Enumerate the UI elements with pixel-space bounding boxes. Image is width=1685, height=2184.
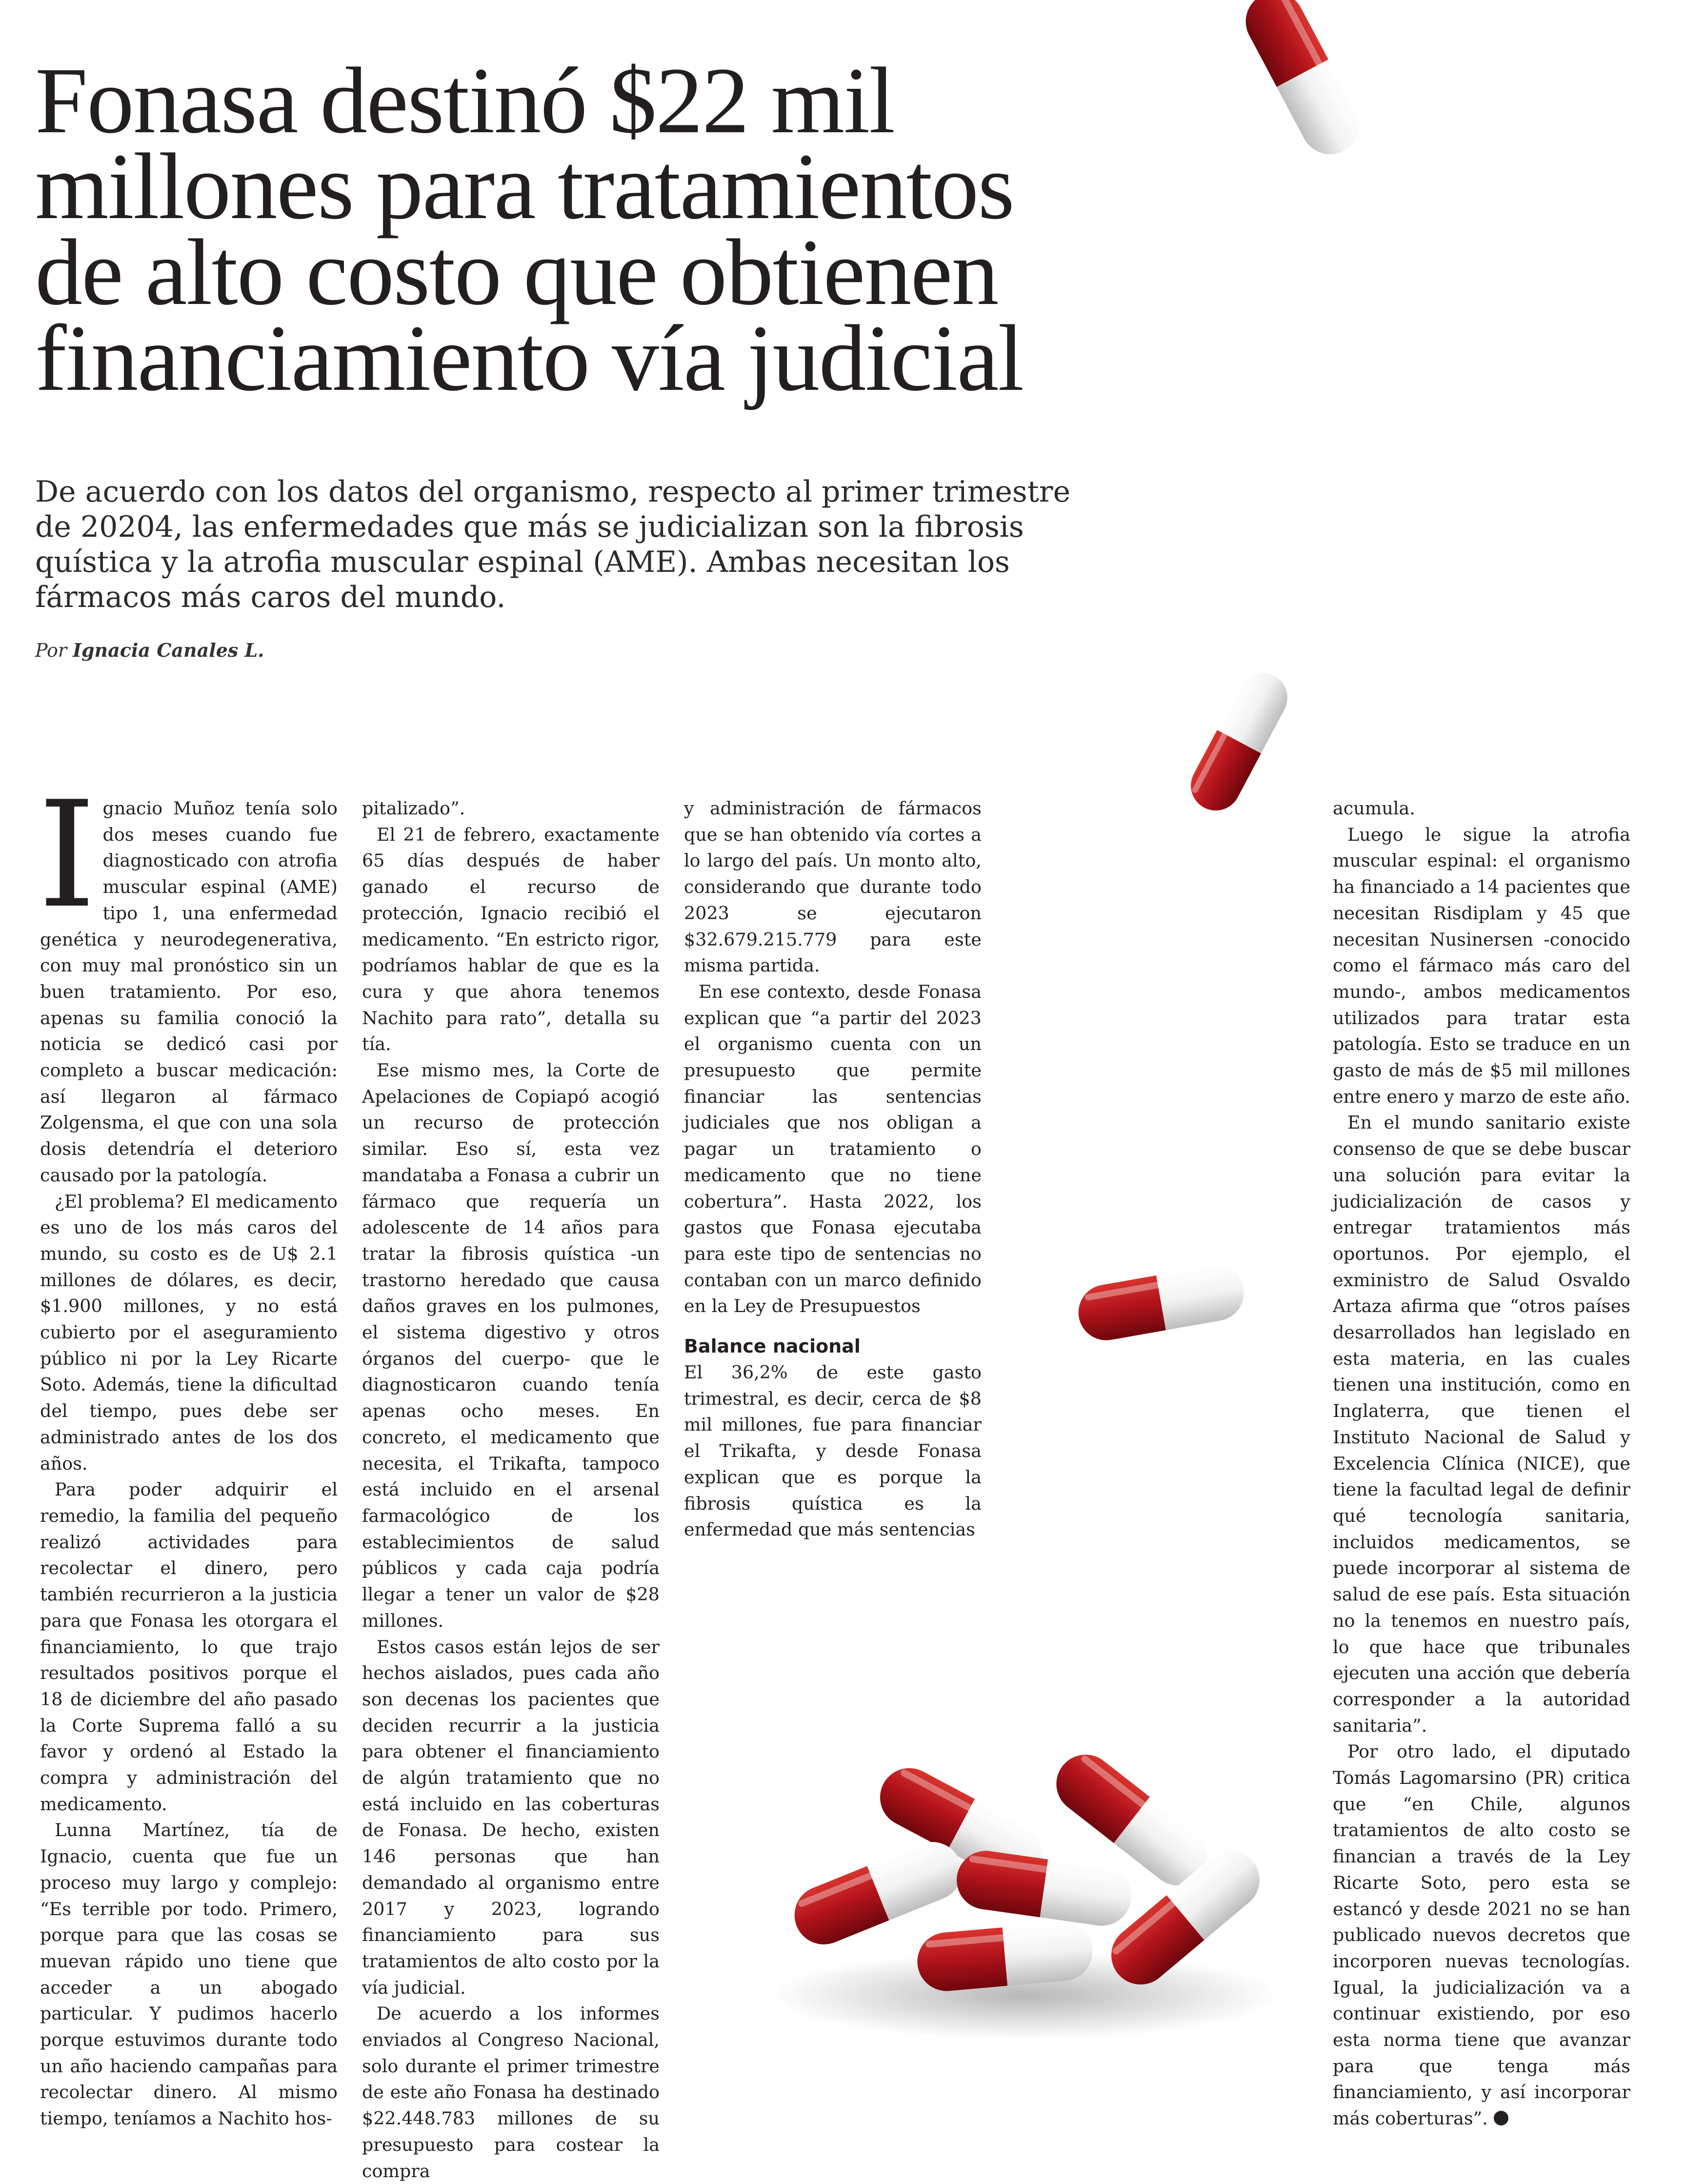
paragraph: El 21 de febrero, exactamente 65 días después de haber ganado el recurso de protección, Ignacio recibió el medicamento. “En estricto rigor, podríamos hablar de que es la cura y que ahora tenemos Nachito para rato”, detalla su tía. (362, 824, 660, 1055)
paragraph: El 36,2% de este gasto trimestral, es decir, cerca de $8 mil millones, fue para financiar el Trikafta, y desde Fonasa explican que es porque la fibrosis quística es la enfermedad que más sentencias (684, 1362, 982, 1540)
headline-line-3: de alto costo que obtienen (35, 220, 998, 324)
body-column-2 (362, 795, 660, 2184)
paragraph: pitalizado”. (362, 798, 465, 819)
paragraph: Luego le sigue la atrofia muscular espinal: el organismo ha financiado a 14 pacientes que necesitan Risdiplam y 45 que necesitan Nusinersen -conocido como el fármaco más caro del mundo-, ambos medicamentos utilizados para tratar esta patología. Esto se traduce en un gasto de más de $5 mil millones entre enero y marzo de este año. (1333, 824, 1630, 1107)
headline-line-2: millones para tratamientos (35, 134, 1014, 239)
byline (35, 639, 264, 661)
body-column-1 (38, 770, 338, 2132)
paragraph: y administración de fármacos que se han obtenido vía cortes a lo largo del país. Un monto alto, considerando que durante todo 2023 se ejecutaron $32.679.215.779 para este misma partida. (684, 798, 982, 976)
capsule-lying-right (1059, 1239, 1264, 1366)
drop-cap: I (38, 770, 96, 940)
end-mark-icon (1494, 2111, 1508, 2125)
byline-prefix: Por (35, 640, 67, 661)
headline-line-4: financiamiento vía judicial (35, 305, 1023, 410)
paragraph-text: Por otro lado, el diputado Tomás Lagomarsino (PR) critica que “en Chile, algunos tratamientos de alto costo se financian a través de la Ley Ricarte Soto, pero esta se estancó y desde 2021 no se han publicado nuevos decretos que incorporen nuevas tecnologías. Igual, la judicialización va a continuar existiendo, por eso esta norma tiene que avanzar para que tenga más financiamiento, y así incorporar más coberturas”. (1333, 1741, 1630, 2129)
byline-author: Ignacia Canales L. (73, 639, 264, 661)
paragraph: gnacio Muñoz tenía solo dos meses cuando fue diagnosticado con atrofia muscular espinal (AME) tipo 1, una enfermedad genética y neurodegenerativa, con muy mal pronóstico sin un buen tratamiento. Por eso, apenas su familia conoció la noticia se dedicó casi por completo a buscar medicación: así llegaron al fármaco Zolgensma, el que con una sola dosis detendría el deterioro causado por la patología. (40, 798, 338, 1186)
subheading: Balance nacional (684, 1335, 861, 1357)
headline-line-1: Fonasa destinó $22 mil (35, 48, 895, 153)
capsule-top-right (1200, 0, 1405, 176)
paragraph: De acuerdo a los informes enviados al Congreso Nacional, solo durante el primer trimestre de este año Fonasa ha destinado $22.448.783 millones de su presupuesto para costear la compra (362, 2003, 660, 2182)
paragraph (1333, 1739, 1630, 2132)
paragraph: Estos casos están lejos de ser hechos aislados, pues cada año son decenas los pacientes que deciden recurrir a la justicia para obtener el financiamiento de algún tratamiento que no está incluido en las coberturas de Fonasa. De hecho, existen 146 personas que han demandado al organismo entre 2017 y 2023, logrando financiamiento para sus tratamientos de alto costo por la vía judicial. (362, 1636, 660, 1998)
capsule-middle-right (1151, 644, 1327, 839)
paragraph: acumula. (1333, 798, 1415, 819)
paragraph: Para poder adquirir el remedio, la familia del pequeño realizó actividades para recolectar el dinero, pero también recurrieron a la justicia para que Fonasa les otorgara el financiamiento, lo que trajo resultados positivos porque el 18 de diciembre del año pasado la Corte Suprema falló a su favor y ordenó al Estado la compra y administración del medicamento. (40, 1479, 338, 1815)
lead-paragraph: De acuerdo con los datos del organismo, respecto al primer trimestre de 20204, las enfermedades que más se judicializan son la fibrosis quística y la atrofia muscular espinal (AME). Ambas necesitan los fármacos más caros del mundo. (35, 475, 1071, 614)
paragraph: Ese mismo mes, la Corte de Apelaciones de Copiapó acogió un recurso de protección similar. Eso sí, esta vez mandataba a Fonasa a cubrir un fármaco que requería un adolescente de 14 años para tratar la fibrosis quística -un trastorno heredado que causa daños graves en los pulmones, el sistema digestivo y otros órganos del cuerpo- que le diagnosticaron cuando tenía apenas ocho meses. En concreto, el medicamento que necesita, el Trikafta, tampoco está incluido en el arsenal farmacológico de los establecimientos de salud públicos y cada caja podría llegar a tener un valor de $28 millones. (362, 1060, 660, 1631)
body-column-4 (1333, 795, 1630, 2132)
paragraph: Lunna Martínez, tía de Ignacio, cuenta que fue un proceso muy largo y complejo: “Es terrible por todo. Primero, porque para que las cosas se muevan rápido uno tiene que acceder a un abogado particular. Y pudimos hacerlo porque estuvimos durante todo un año haciendo campañas para recolectar dinero. Al mismo tiempo, teníamos a Nachito hos- (40, 1820, 338, 2129)
paragraph: En el mundo sanitario existe consenso de que se debe buscar una solución para evitar la judicialización de casos y entregar tratamientos más oportunos. Por ejemplo, el exministro de Salud Osvaldo Artaza afirma que “otros países desarrollados han legislado en esta materia, en las cuales tienen una institución, como en Inglaterra, que tienen el Instituto Nacional de Salud y Excelencia Clínica (NICE), que tiene la facultad legal de definir qué tecnología sanitaria, incluidos medicamentos, se puede incorporar al sistema de salud de ese país. Esta situación no la tenemos en nuestro país, lo que hace que tribunales ejecuten una acción que debería corresponder a la autoridad sanitaria”. (1333, 1112, 1630, 1736)
headline (35, 48, 1089, 410)
body-column-3 (684, 795, 982, 1543)
paragraph: ¿El problema? El medicamento es uno de los más caros del mundo, su costo es de U$ 2.1 millones de dólares, es decir, $1.900 millones, y no está cubierto por el aseguramiento público ni por la Ley Ricarte Soto. Además, tiene la dificultad del tiempo, pues debe ser administrado antes de los dos años. (40, 1191, 338, 1474)
capsule-pile (732, 1683, 1307, 2054)
paragraph: En ese contexto, desde Fonasa explican que “a partir del 2023 el organismo cuenta con un presupuesto que permite financiar las sentencias judiciales que nos obligan a pagar un tratamiento o medicamento que no tiene cobertura”. Hasta 2022, los gastos que Fonasa ejecutaba para este tipo de sentencias no contaban con un marco definido en la Ley de Presupuestos (684, 981, 982, 1317)
